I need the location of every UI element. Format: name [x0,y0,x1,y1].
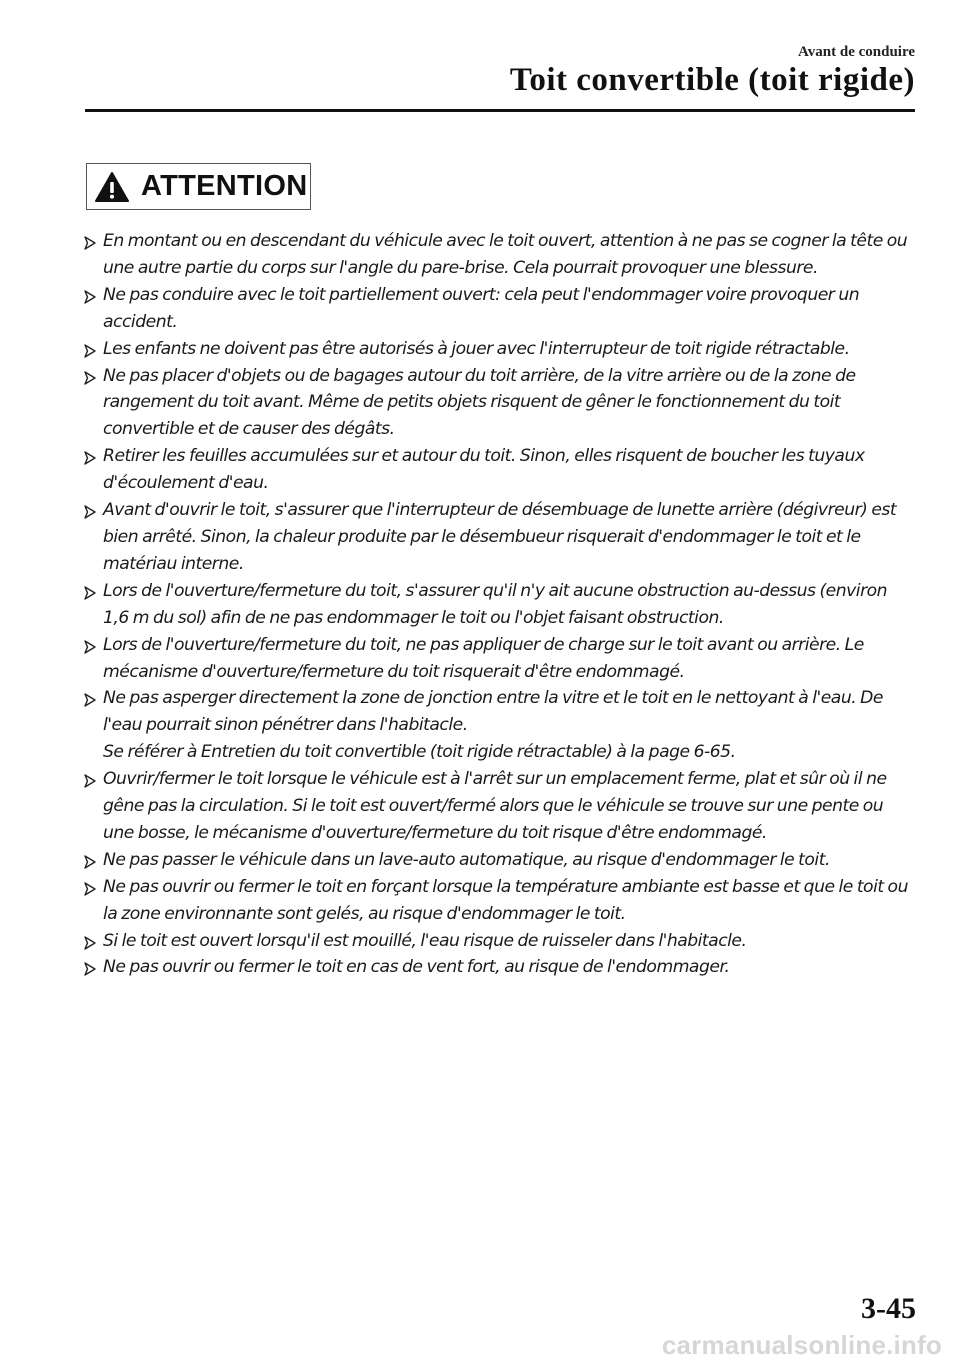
warning-list [82,228,912,981]
page-number: 3-45 [861,1292,916,1325]
warning-item [82,282,912,336]
warning-item-text: Lors de l'ouverture/fermeture du toit, ne pas appliquer de charge sur le toit avant ou arrière. Le mécanisme d'ouverture/fermeture du toit risquerait d'être endommagé. [103,634,864,682]
warning-item [82,632,912,686]
warning-item [82,954,912,981]
watermark: carmanualsonline.info [661,1330,942,1360]
warning-item [82,766,912,847]
warning-item-text: Lors de l'ouverture/fermeture du toit, s'assurer qu'il n'y ait aucune obstruction au-dessus (environ 1,6 m du sol) afin de ne pas endommager le toit ou l'objet faisant obstruction. [103,580,888,628]
warning-item-text: Ne pas passer le véhicule dans un lave-auto automatique, au risque d'endommager le toit. [103,849,830,870]
arrowhead-bullet-icon [83,344,97,358]
warning-item-text: Avant d'ouvrir le toit, s'assurer que l'interrupteur de désembuage de lunette arrière (dégivreur) est bien arrêté. Sinon, la chaleur produite par le désembueur risquerait d'endommager le toit et le matériau interne. [103,500,897,574]
warning-item-text: En montant ou en descendant du véhicule avec le toit ouvert, attention à ne pas se cogner la tête ou une autre partie du corps sur l'angle du pare-brise. Cela pourrait provoquer une blessure. [103,231,908,278]
warning-item [82,578,912,632]
warning-triangle-icon [94,171,130,203]
arrowhead-bullet-icon [83,962,97,976]
arrowhead-bullet-icon [83,855,97,869]
arrowhead-bullet-icon [83,640,97,654]
header-rule [85,109,915,112]
arrowhead-bullet-icon [83,371,97,385]
arrowhead-bullet-icon [83,236,97,250]
arrowhead-bullet-icon [83,505,97,519]
arrowhead-bullet-icon [83,290,97,304]
attention-box [86,163,311,210]
warning-item [82,928,912,955]
arrowhead-bullet-icon [83,774,97,788]
warning-item-text: Ne pas ouvrir ou fermer le toit en forçant lorsque la température ambiante est basse et que le toit ou la zone environnante sont gelés, au risque d'endommager le toit. [103,876,908,924]
warning-item [82,874,912,928]
warning-item-text: Les enfants ne doivent pas être autorisés à jouer avec l'interrupteur de toit rigide rétractable. [103,338,850,359]
page-title: Toit convertible (toit rigide) [509,62,915,98]
arrowhead-bullet-icon [83,586,97,600]
warning-item-text: Retirer les feuilles accumulées sur et autour du toit. Sinon, elles risquent de boucher les tuyaux d'écoulement d'eau. [103,446,865,494]
warning-item [82,685,912,766]
warning-item-text: Ne pas conduire avec le toit partiellement ouvert: cela peut l'endommager voire provoquer un accident. [103,284,860,332]
attention-label: ATTENTION [141,170,308,202]
warning-item-text: Si le toit est ouvert lorsqu'il est mouillé, l'eau risque de ruisseler dans l'habitacle. [103,930,747,951]
warning-item-text: Ne pas asperger directement la zone de jonction entre la vitre et le toit en le nettoyant à l'eau. De l'eau pourrait sinon pénétrer dans l'habitacle. Se référer à Entretien du toit convertible (toit rigide rétractable) à la page 6-65. [103,688,883,763]
arrowhead-bullet-icon [83,936,97,950]
arrowhead-bullet-icon [83,693,97,707]
warning-item-text: Ne pas placer d'objets ou de bagages autour du toit arrière, de la vitre arrière ou de la zone de rangement du toit avant. Même de petits objets risquent de gêner le fonctionnement du toit convertible et de causer des dégâts. [103,365,856,440]
warning-item [82,363,912,444]
warning-item [82,443,912,497]
arrowhead-bullet-icon [83,451,97,465]
warning-item [82,497,912,578]
section-label: Avant de conduire [798,44,915,60]
warning-item [82,336,912,363]
warning-item [82,847,912,874]
warning-item-text: Ouvrir/fermer le toit lorsque le véhicule est à l'arrêt sur un emplacement ferme, plat et sûr où il ne gêne pas la circulation. Si le toit est ouvert/fermé alors que le véhicule se trouve sur une pente ou une bosse, le mécanisme d'ouverture/fermeture du toit risque d'être endommagé. [103,769,887,843]
warning-item-text: Ne pas ouvrir ou fermer le toit en cas de vent fort, au risque de l'endommager. [103,957,730,978]
arrowhead-bullet-icon [83,882,97,896]
warning-item [82,228,912,282]
